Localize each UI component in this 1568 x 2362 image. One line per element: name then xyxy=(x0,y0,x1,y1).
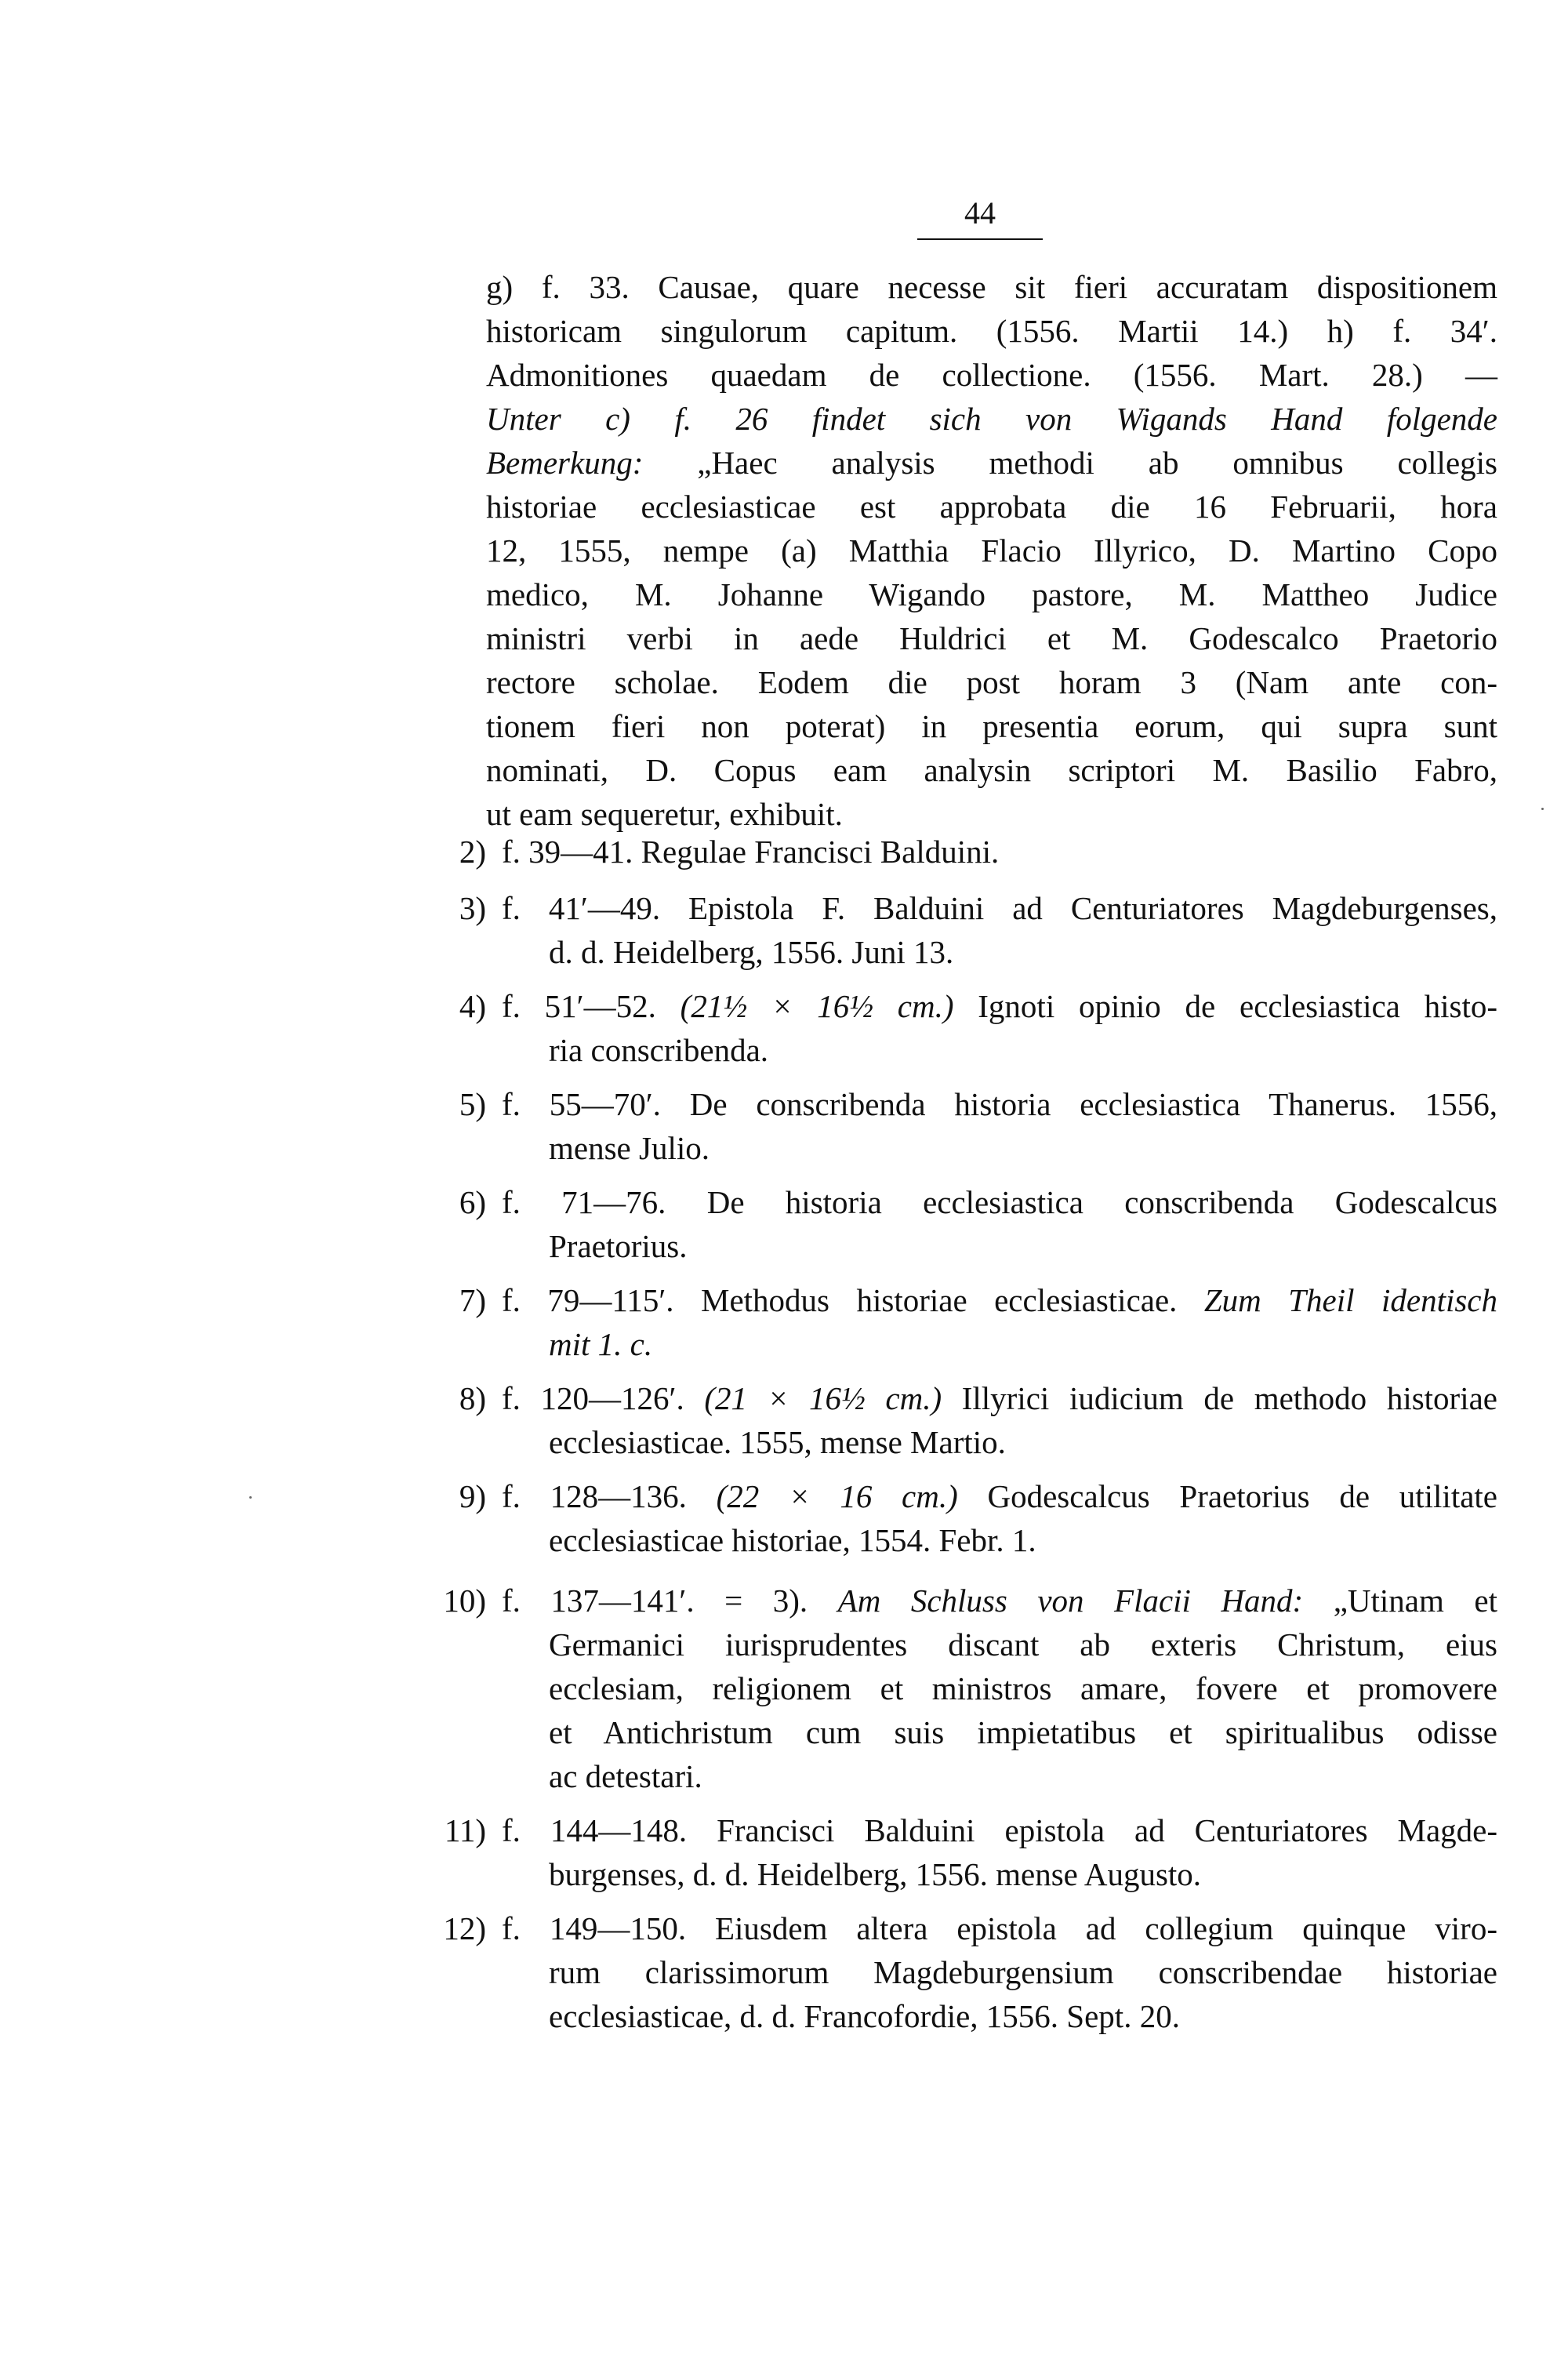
entry-label: 6) xyxy=(459,1184,486,1220)
entry-g-line: tionem fieri non poterat) in presentia eorum, qui supra sunt xyxy=(486,708,1497,744)
entry-cont-line: mense Julio. xyxy=(549,1130,710,1166)
entry-g-line xyxy=(486,441,1497,485)
entry-10-cont xyxy=(549,1623,1497,1798)
entry-cont-line: Germanici iurisprudentes discant ab exteris Christum, eius xyxy=(549,1626,1497,1662)
entry-label: 10) xyxy=(443,1583,486,1619)
entry-8 xyxy=(502,1376,1497,1420)
dimensions: (22 × 16 cm.) xyxy=(716,1478,958,1514)
entry-7 xyxy=(502,1278,1497,1322)
entry-g-line-italic: Unter c) f. 26 findet sich von Wigands Hand folgende xyxy=(486,401,1497,437)
entry-cont-line: ac detestari. xyxy=(549,1758,702,1794)
entry-g-line: Admonitiones quaedam de collectione. (1556. Mart. 28.) — xyxy=(486,357,1497,393)
note-italic: Zum Theil identisch xyxy=(1203,1282,1498,1318)
entry-label: 9) xyxy=(459,1478,486,1514)
entry-cont-line: et Antichristum cum suis impietatibus et spiritualibus odisse xyxy=(549,1714,1497,1750)
entry-cont-line: d. d. Heidelberg, 1556. Juni 13. xyxy=(549,934,954,970)
folio-ref: f. 120—126′. xyxy=(502,1380,705,1416)
entry-g-line: medico, M. Johanne Wigando pastore, M. Mattheo Judice xyxy=(486,576,1497,612)
entry-6 xyxy=(502,1180,1497,1224)
folio-ref: f. 51′—52. xyxy=(502,988,681,1024)
entry-label: 2) xyxy=(459,834,486,870)
entry-label: 12) xyxy=(443,1910,486,1946)
entry-first-line: f. 39—41. Regulae Francisci Balduini. xyxy=(502,834,1000,870)
entry-cont-line: Praetorius. xyxy=(549,1228,688,1264)
entry-first-line xyxy=(502,1579,1497,1623)
entry-cont-line: ecclesiasticae. 1555, mense Martio. xyxy=(549,1424,1006,1460)
entry-12 xyxy=(502,1906,1497,1950)
entry-first-line xyxy=(502,1278,1497,1322)
entry-g-line: historicam singulorum capitum. (1556. Martii 14.) h) f. 34′. xyxy=(486,313,1497,349)
entry-g-line: rectore scholae. Eodem die post horam 3 (Nam ante con- xyxy=(486,664,1497,700)
dimensions: (21½ × 16½ cm.) xyxy=(680,988,954,1024)
entry-first-line xyxy=(502,1474,1497,1518)
entry-first-line: f. 55—70′. De conscribenda historia ecclesiastica Thanerus. 1556, xyxy=(502,1086,1497,1122)
scan-speck xyxy=(1541,808,1544,810)
folio-ref: f. 137—141′. = 3). xyxy=(502,1583,838,1619)
entry-g-line: nominati, D. Copus eam analysin scriptori M. Basilio Fabro, xyxy=(486,752,1497,788)
entry-cont-line: ecclesiasticae historiae, 1554. Febr. 1. xyxy=(549,1522,1036,1558)
quote-start: „Utinam et xyxy=(1303,1583,1497,1619)
entry-4 xyxy=(502,984,1497,1028)
entry-title: Godescalcus Praetorius de utilitate xyxy=(957,1478,1498,1514)
entry-4-cont xyxy=(549,1028,1497,1072)
note-italic: Am Schluss von Flacii Hand: xyxy=(837,1583,1304,1619)
page-number: 44 xyxy=(964,195,996,231)
entry-6-cont xyxy=(549,1224,1497,1268)
entry-cont-line: ecclesiam, religionem et ministros amare, fovere et promovere xyxy=(549,1670,1497,1706)
entry-label: 8) xyxy=(459,1380,486,1416)
entry-11-cont xyxy=(549,1852,1497,1896)
entry-g-line: g) f. 33. Causae, quare necesse sit fieri accuratam dispositionem xyxy=(486,269,1497,305)
entry-cont-line: mit 1. c. xyxy=(549,1326,653,1362)
scan-speck xyxy=(249,1496,252,1499)
entry-first-line: f. 71—76. De historia ecclesiastica conscribenda Godescalcus xyxy=(502,1184,1497,1220)
entry-g-line: ministri verbi in aede Huldrici et M. Godescalco Praetorio xyxy=(486,620,1497,656)
entry-5 xyxy=(502,1082,1497,1126)
entry-3 xyxy=(502,886,1497,930)
entry-11 xyxy=(502,1808,1497,1852)
entry-first-line: f. 41′—49. Epistola F. Balduini ad Centuriatores Magdeburgenses, xyxy=(502,890,1497,926)
entry-label: 3) xyxy=(459,890,486,926)
bemerkung-label: Bemerkung: xyxy=(486,445,644,481)
entry-9-cont xyxy=(549,1518,1497,1562)
folio-ref: f. 128—136. xyxy=(502,1478,717,1514)
dimensions: (21 × 16½ cm.) xyxy=(704,1380,942,1416)
entry-g-line: historiae ecclesiasticae est approbata die 16 Februarii, hora xyxy=(486,489,1497,525)
page-number-rule xyxy=(917,238,1043,240)
entry-12-cont xyxy=(549,1950,1497,2038)
entry-cont-line: ecclesiasticae, d. d. Francofordie, 1556. Sept. 20. xyxy=(549,1998,1180,2034)
entry-title: f. 79—115′. Methodus historiae ecclesiasticae. xyxy=(502,1282,1204,1318)
entry-label: 7) xyxy=(459,1282,486,1318)
quote-start: „Haec analysis methodi ab omnibus collegis xyxy=(643,445,1497,481)
entry-3-cont xyxy=(549,930,1497,974)
entry-title: Illyrici iudicium de methodo historiae xyxy=(942,1380,1497,1416)
entry-label: 4) xyxy=(459,988,486,1024)
entry-9 xyxy=(502,1474,1497,1518)
entry-cont-line: rum clarissimorum Magdeburgensium conscribendae historiae xyxy=(549,1954,1497,1990)
entry-g-line: ut eam sequeretur, exhibuit. xyxy=(486,796,843,832)
entry-2 xyxy=(502,830,1497,874)
entry-label: 11) xyxy=(444,1812,486,1848)
entry-first-line: f. 149—150. Eiusdem altera epistola ad collegium quinque viro- xyxy=(502,1910,1497,1946)
entry-10 xyxy=(502,1579,1497,1623)
entry-g-block xyxy=(486,265,1497,836)
entry-title: Ignoti opinio de ecclesiastica histo- xyxy=(953,988,1498,1024)
entry-5-cont xyxy=(549,1126,1497,1170)
entry-g-line: 12, 1555, nempe (a) Matthia Flacio Illyrico, D. Martino Copo xyxy=(486,532,1497,569)
entry-cont-line: burgenses, d. d. Heidelberg, 1556. mense Augusto. xyxy=(549,1856,1202,1892)
entry-cont-line: ria conscribenda. xyxy=(549,1032,769,1068)
entry-7-cont xyxy=(549,1322,1497,1366)
entry-first-line xyxy=(502,1376,1497,1420)
entry-label: 5) xyxy=(459,1086,486,1122)
entry-first-line xyxy=(502,984,1497,1028)
entry-8-cont xyxy=(549,1420,1497,1464)
entry-first-line: f. 144—148. Francisci Balduini epistola ad Centuriatores Magde- xyxy=(502,1812,1497,1848)
